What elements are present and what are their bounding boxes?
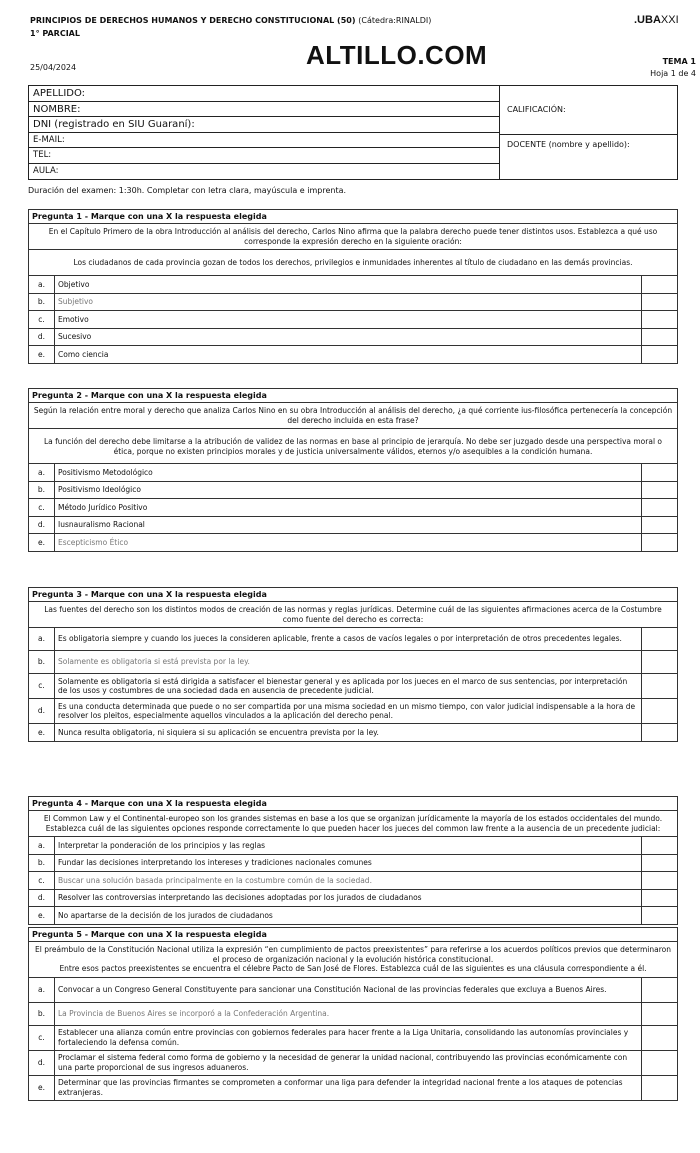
option-text: Método Jurídico Positivo — [55, 499, 642, 517]
option-text: Interpretar la ponderación de los principios y las reglas — [55, 837, 642, 855]
option-letter: d. — [29, 516, 55, 534]
option-letter: c. — [29, 674, 55, 699]
answer-box[interactable] — [642, 651, 678, 674]
answer-box[interactable] — [642, 276, 678, 294]
option-letter: c. — [29, 311, 55, 329]
option-letter: e. — [29, 724, 55, 742]
question-2 — [28, 388, 678, 552]
answer-box[interactable] — [642, 724, 678, 742]
option-letter: e. — [29, 346, 55, 364]
option-text: Positivismo Metodológico — [55, 464, 642, 482]
tema-label: TEMA 1 — [662, 57, 696, 66]
option-text: Como ciencia — [55, 346, 642, 364]
uba-logo: .UBAXXI — [634, 14, 679, 26]
answer-box[interactable] — [642, 628, 678, 651]
question-4 — [28, 796, 678, 925]
dni-field[interactable]: DNI (registrado en SIU Guaraní): — [29, 117, 499, 133]
option-letter: c. — [29, 499, 55, 517]
answer-box[interactable] — [642, 854, 678, 872]
question-intro: El preámbulo de la Constitución Nacional utiliza la expresión “en cumplimiento de pactos preexistentes” para referirse a los acuerdos políticos previos que determinaron el proceso de organización nacional y la evolución histórica constitucional. Entre esos pactos preexistentes se encuentra el célebre Pacto de San José de Flores. Establezca cuál de las siguientes es una cláusula correspondiente a él. — [29, 942, 678, 978]
answer-box[interactable] — [642, 907, 678, 925]
answer-box[interactable] — [642, 346, 678, 364]
calificacion-field[interactable]: CALIFICACIÓN: — [499, 86, 677, 135]
option-text: Es una conducta determinada que puede o no ser compartida por una misma sociedad en un mismo tiempo, con valor judicial indispensable a la hora de resolver los pleitos, especialmente aquellos vinculados a la aplicación del derecho penal. — [55, 699, 642, 724]
answer-box[interactable] — [642, 464, 678, 482]
question-title: Pregunta 3 - Marque con una X la respuesta elegida — [29, 588, 678, 602]
student-fields — [29, 86, 500, 179]
question-title: Pregunta 1 - Marque con una X la respuesta elegida — [29, 210, 678, 224]
question-statement: La función del derecho debe limitarse a la atribución de validez de las normas en base al principio de jerarquía. No debe ser juzgado desde una perspectiva moral o ética, porque no existen principios morales y de justicia universalmente válidos, eternos y/o asequibles a la condición humana. — [29, 429, 678, 464]
option-letter: a. — [29, 464, 55, 482]
question-title: Pregunta 5 - Marque con una X la respuesta elegida — [29, 928, 678, 942]
option-text: Subjetivo — [55, 293, 642, 311]
exam-date: 25/04/2024 — [30, 63, 77, 72]
option-letter: a. — [29, 837, 55, 855]
option-text: Resolver las controversias interpretando las decisiones adoptadas por los jurados de ciudadanos — [55, 889, 642, 907]
option-text: Solamente es obligatoria si está prevista por la ley. — [55, 651, 642, 674]
answer-box[interactable] — [642, 481, 678, 499]
catedra: (Cátedra:RINALDI) — [358, 16, 432, 25]
answer-box[interactable] — [642, 516, 678, 534]
answer-box[interactable] — [642, 311, 678, 329]
docente-field[interactable]: DOCENTE (nombre y apellido): — [507, 140, 630, 149]
duration-note: Duración del examen: 1:30h. Completar con letra clara, mayúscula e imprenta. — [28, 186, 347, 195]
answer-box[interactable] — [642, 1075, 678, 1100]
option-text: Solamente es obligatoria si está dirigida a satisfacer el bienestar general y es aplicada por los jueces en el marco de sus sentencias, por interpretación de los usos y costumbres de una sociedad dada en ausencia de precedente judicial. — [55, 674, 642, 699]
option-text: La Provincia de Buenos Aires se incorporó a la Confederación Argentina. — [55, 1002, 642, 1025]
aula-field[interactable]: AULA: — [33, 165, 59, 176]
tema-block — [650, 56, 696, 80]
answer-box[interactable] — [642, 837, 678, 855]
option-text: Emotivo — [55, 311, 642, 329]
answer-box[interactable] — [642, 328, 678, 346]
answer-box[interactable] — [642, 872, 678, 890]
option-letter: b. — [29, 651, 55, 674]
answer-box[interactable] — [642, 293, 678, 311]
question-intro: El Common Law y el Continental-europeo son los grandes sistemas en base a los que se organizan jurídicamente la mayoría de los estados occidentales del mundo. Establezca cuál de las siguientes opciones responde correctamente lo que pueden hacer los jueces del common law frente a la ausencia de un precedente judicial: — [29, 811, 678, 837]
option-text: Es obligatoria siempre y cuando los jueces la consideren aplicable, frente a casos de vacíos legales o por interpretación de otros precedentes legales. — [55, 628, 642, 651]
option-letter: b. — [29, 293, 55, 311]
option-letter: b. — [29, 1002, 55, 1025]
option-letter: c. — [29, 872, 55, 890]
answer-box[interactable] — [642, 889, 678, 907]
option-text: Buscar una solución basada principalmente en la costumbre común de la sociedad. — [55, 872, 642, 890]
answer-box[interactable] — [642, 674, 678, 699]
question-intro: En el Capítulo Primero de la obra Introducción al análisis del derecho, Carlos Nino afirma que la palabra derecho puede tener distintos usos. Establezca a qué uso corresponde la expresión derecho en la siguiente oración: — [29, 224, 678, 250]
question-statement: Los ciudadanos de cada provincia gozan de todos los derechos, privilegios e inmunidades inherentes al título de ciudadano en las demás provincias. — [29, 250, 678, 276]
option-letter: b. — [29, 854, 55, 872]
email-field[interactable]: E-MAIL: — [29, 133, 499, 149]
apellido-field[interactable]: APELLIDO: — [29, 86, 499, 102]
option-text: Nunca resulta obligatoria, ni siquiera si su aplicación se encuentra prevista por la ley. — [55, 724, 642, 742]
question-3 — [28, 587, 678, 742]
option-letter: b. — [29, 481, 55, 499]
option-letter: e. — [29, 1075, 55, 1100]
question-intro: Según la relación entre moral y derecho que analiza Carlos Nino en su obra Introducción al análisis del derecho, ¿a qué corriente ius-filosófica pertenecería la concepción del derecho incluida en esta frase? — [29, 403, 678, 429]
exam-name: 1° PARCIAL — [30, 29, 80, 38]
option-letter: e. — [29, 907, 55, 925]
answer-box[interactable] — [642, 699, 678, 724]
nombre-field[interactable]: NOMBRE: — [29, 102, 499, 118]
option-text: Iusnauralismo Racional — [55, 516, 642, 534]
option-letter: a. — [29, 276, 55, 294]
answer-box[interactable] — [642, 1025, 678, 1050]
answer-box[interactable] — [642, 534, 678, 552]
option-letter: e. — [29, 534, 55, 552]
option-letter: c. — [29, 1025, 55, 1050]
option-text: Determinar que las provincias firmantes se comprometen a conformar una liga para defender la integridad nacional frente a los ataques de potencias extranjeras. — [55, 1075, 642, 1100]
course-title: PRINCIPIOS DE DERECHOS HUMANOS Y DERECHO CONSTITUCIONAL (50) (Cátedra:RINALDI) — [30, 16, 432, 25]
answer-box[interactable] — [642, 1050, 678, 1075]
option-text: Proclamar el sistema federal como forma de gobierno y la necesidad de generar la unidad nacional, contribuyendo las provincias económicamente con una parte proporcional de sus ingresos aduaneros. — [55, 1050, 642, 1075]
question-title: Pregunta 2 - Marque con una X la respuesta elegida — [29, 389, 678, 403]
grading-fields — [499, 86, 677, 179]
site-logo: ALTILLO.COM — [306, 40, 488, 70]
option-letter: d. — [29, 328, 55, 346]
option-text: Positivismo Ideológico — [55, 481, 642, 499]
page-counter: Hoja 1 de 4 — [650, 69, 696, 78]
option-text: Escepticismo Ético — [55, 534, 642, 552]
question-title: Pregunta 4 - Marque con una X la respuesta elegida — [29, 797, 678, 811]
option-letter: d. — [29, 889, 55, 907]
option-text: Objetivo — [55, 276, 642, 294]
tel-field[interactable]: TEL: — [29, 148, 499, 164]
question-intro-2: Entre esos pactos preexistentes se encuentra el célebre Pacto de San José de Flores. Establezca cuál de las siguientes es una cláusula correspondiente a él. — [59, 964, 647, 973]
option-letter: d. — [29, 699, 55, 724]
option-letter: d. — [29, 1050, 55, 1075]
student-id-box — [28, 85, 678, 180]
option-letter: a. — [29, 628, 55, 651]
answer-box[interactable] — [642, 977, 678, 1002]
option-text: Convocar a un Congreso General Constituyente para sancionar una Constitución Nacional de las provincias federales que excluya a Buenos Aires. — [55, 977, 642, 1002]
option-text: Fundar las decisiones interpretando los intereses y tradiciones nacionales comunes — [55, 854, 642, 872]
question-5 — [28, 927, 678, 1101]
answer-box[interactable] — [642, 499, 678, 517]
option-text: Establecer una alianza común entre provincias con gobiernos federales para hacer frente a la Liga Unitaria, consolidando las autonomías provinciales y fortaleciendo la defensa común. — [55, 1025, 642, 1050]
option-text: Sucesivo — [55, 328, 642, 346]
answer-box[interactable] — [642, 1002, 678, 1025]
question-1 — [28, 209, 678, 364]
option-letter: a. — [29, 977, 55, 1002]
option-text: No apartarse de la decisión de los jurados de ciudadanos — [55, 907, 642, 925]
question-intro: Las fuentes del derecho son los distintos modos de creación de las normas y reglas jurídicas. Determine cuál de las siguientes afirmaciones acerca de la Costumbre como fuente del derecho es correcta: — [29, 602, 678, 628]
